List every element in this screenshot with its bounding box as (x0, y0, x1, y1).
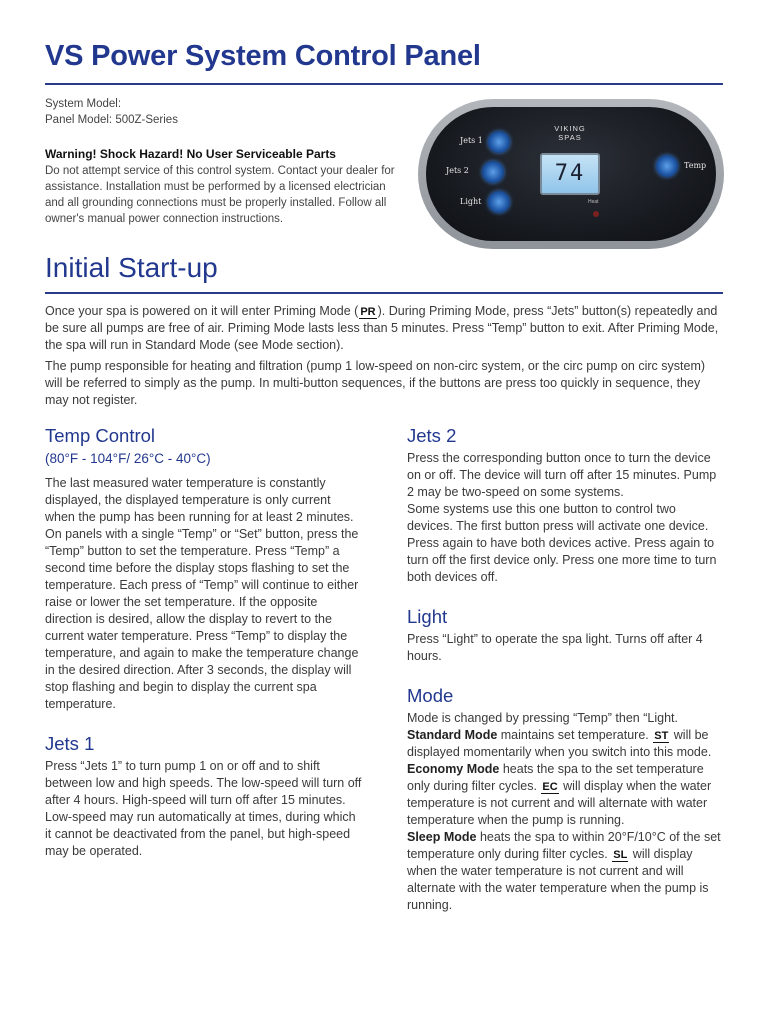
jets1-button-icon (488, 131, 510, 153)
light-button-icon (488, 191, 510, 213)
warning-title: Warning! Shock Hazard! No User Serviceable Parts (45, 147, 336, 161)
temp-label: Temp (684, 161, 707, 170)
economy-mode-text-b: will display when the water temperature is not current and will alternate with water temperature when the pump is running. (407, 779, 712, 827)
mode-intro: Mode is changed by pressing “Temp” then “Light. (407, 711, 678, 725)
title-divider (45, 83, 723, 85)
economy-mode-paragraph (407, 761, 725, 829)
light-section (407, 608, 725, 665)
brand-line-2: SPAS (558, 133, 582, 142)
startup-text-a: Once your spa is powered on it will enter Priming Mode ( (45, 304, 359, 318)
standard-mode-text-a: maintains set temperature. (497, 728, 653, 742)
page-title: VS Power System Control Panel (45, 40, 481, 72)
standard-mode-code: ST (654, 730, 669, 742)
sleep-mode-label: Sleep Mode (407, 830, 477, 844)
startup-paragraph-2: The pump responsible for heating and filtration (pump 1 low-speed on non-circ system, or the circ pump on circ system) will be referred to simply as the pump. In multi-button sequences, if the buttons are press too quickly in sequence, they may not register. (45, 359, 706, 407)
initial-startup-text (45, 303, 725, 413)
mode-section (407, 687, 725, 914)
jets2-section (407, 427, 725, 586)
temp-range: (80°F - 104°F/ 26°C - 40°C) (45, 451, 211, 466)
brand-logo (548, 124, 592, 142)
brand-line-1: VIKING (554, 124, 586, 133)
jets1-heading: Jets 1 (45, 733, 95, 754)
system-model: System Model: (45, 98, 122, 110)
standard-mode-paragraph (407, 727, 725, 761)
economy-mode-text-a: heats the spa to the set temperature only during filter cycles. (407, 762, 704, 793)
priming-mode-code: PR (360, 306, 376, 318)
temp-control-section (45, 427, 363, 713)
left-column (45, 427, 363, 882)
jets2-paragraph-2: Some systems use this one button to control two devices. The first button press will activate one device. Press again to have both devices active. Press again to turn off the first device only. Press one more time to turn both devices off. (407, 502, 717, 584)
jets2-heading: Jets 2 (407, 425, 457, 446)
light-heading: Light (407, 606, 448, 627)
jets2-paragraph-1: Press the corresponding button once to turn the device on or off. The device will turn off after 15 minutes. Pump 2 may be two-speed on some systems. (407, 451, 717, 499)
temp-control-heading: Temp Control (45, 425, 156, 446)
sleep-mode-text-b: will display when the water temperature is not current and will alternate with the water temperature when the pump is running. (407, 847, 709, 912)
control-panel-image (418, 99, 724, 249)
startup-paragraph-1 (45, 303, 725, 354)
temp-control-paragraph-1: The last measured water temperature is constantly displayed, the displayed temperature is only current when the pump has been running for at least 2 minutes. (45, 476, 354, 524)
heat-indicator-icon (593, 211, 599, 217)
right-column (407, 427, 725, 936)
mode-heading: Mode (407, 685, 454, 706)
sleep-mode-code: SL (613, 849, 628, 861)
startup-text-b: ). During Priming Mode, press “Jets” button(s) repeatedly and be sure all pumps are free of air. Priming Mode lasts less than 5 minutes. Press “Temp” button to exit. After Priming Mode, the spa will run in Standard Mode (see Mode section). (45, 304, 719, 352)
warning-block (45, 146, 405, 227)
temperature-display: 74 (540, 153, 600, 195)
temp-control-paragraph-2: On panels with a single “Temp” or “Set” button, press the “Temp” button to set the temperature. Press “Temp” a second time before the display stops flashing to set the temperature. Each press of “Temp” will continue to either raise or lower the set temperature. If the opposite direction is desired, allow the display to revert to the current water temperature. Press “Temp” to display the temperature, and again to make the temperature change in the desired direction. After 3 seconds, the display will stop flashing and begin to display the current spa temperature. (45, 527, 359, 711)
standard-mode-label: Standard Mode (407, 728, 498, 742)
jets1-label: Jets 1 (460, 136, 483, 145)
initial-startup-heading: Initial Start-up (45, 252, 218, 283)
heat-label: Heat (588, 199, 599, 205)
economy-mode-label: Economy Mode (407, 762, 500, 776)
control-panel-face (426, 107, 716, 241)
model-info (45, 96, 178, 128)
standard-mode-text-b: will be displayed momentarily when you switch into this mode. (407, 728, 712, 759)
economy-mode-code: EC (542, 781, 558, 793)
jets2-button-icon (482, 161, 504, 183)
sleep-mode-text-a: heats the spa to within 20°F/10°C of the set temperature only during filter cycles. (407, 830, 721, 861)
section-divider (45, 292, 723, 294)
jets1-section (45, 735, 363, 860)
jets1-paragraph: Press “Jets 1” to turn pump 1 on or off and to shift between low and high speeds. The low-speed will turn off after 4 hours. High-speed will turn off after 15 minutes. Low-speed may run automatically at times, during which it cannot be deactivated from the panel, but high-speed may be operated. (45, 759, 362, 858)
panel-model: Panel Model: 500Z-Series (45, 114, 178, 126)
sleep-mode-paragraph (407, 829, 725, 914)
light-paragraph: Press “Light” to operate the spa light. Turns off after 4 hours. (407, 632, 703, 663)
warning-text: Do not attempt service of this control system. Contact your dealer for assistance. Installation must be performed by a licensed electrician and all grounding connections must be properly installed. Follow all owner's manual power connection instructions. (45, 165, 395, 225)
jets2-label: Jets 2 (446, 166, 469, 175)
light-label: Light (460, 197, 482, 206)
temp-button-icon (656, 155, 678, 177)
